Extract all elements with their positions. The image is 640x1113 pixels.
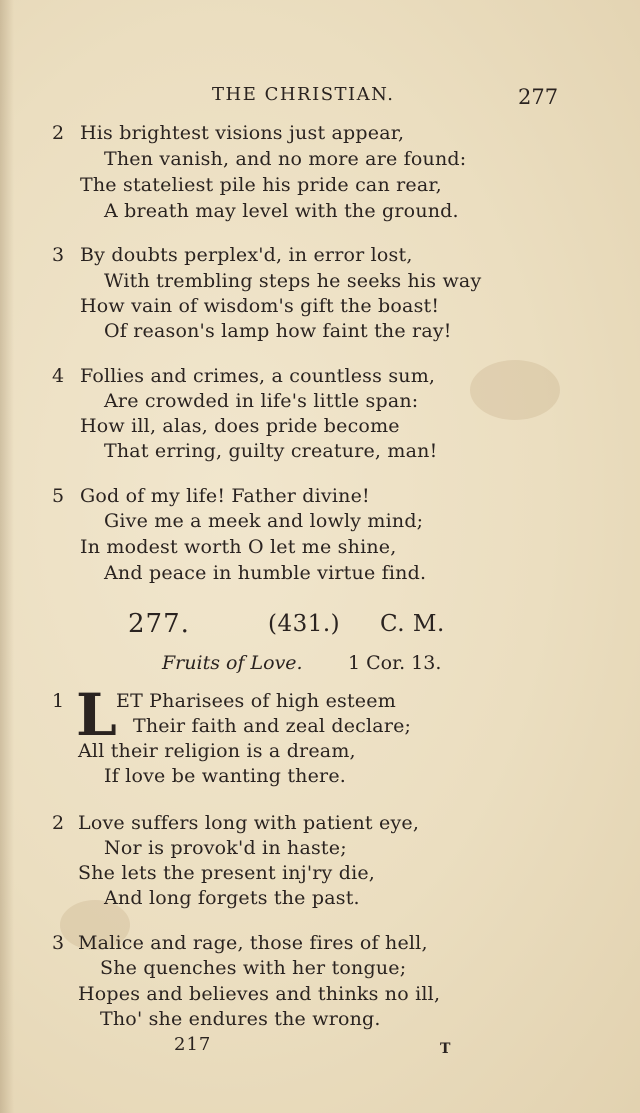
- scripture-reference: 1 Cor. 13.: [348, 652, 442, 674]
- verse-line: She quenches with her tongue;: [100, 957, 407, 979]
- running-header-title: THE CHRISTIAN.: [212, 84, 395, 105]
- verse-line: Malice and rage, those fires of hell,: [78, 932, 428, 954]
- verse-line: In modest worth O let me shine,: [80, 536, 397, 558]
- verse-line: That erring, guilty creature, man!: [104, 440, 438, 462]
- verse-line: How vain of wisdom's gift the boast!: [80, 295, 440, 317]
- verse-line: Tho' she endures the wrong.: [100, 1008, 381, 1030]
- verse-line: All their religion is a dream,: [78, 740, 356, 762]
- hymn-alt-number: (431.): [268, 611, 341, 637]
- stanza-number: 3: [52, 932, 65, 954]
- stanza-number: 3: [52, 244, 65, 266]
- verse-line: ET Pharisees of high esteem: [116, 690, 396, 712]
- signature-mark: T: [440, 1041, 451, 1057]
- footer-page-code: 217: [174, 1034, 212, 1055]
- hymn-meter: C. M.: [380, 611, 445, 637]
- verse-line: The stateliest pile his pride can rear,: [80, 174, 442, 196]
- verse-line: His brightest visions just appear,: [80, 122, 405, 144]
- page-number: 277: [518, 85, 559, 109]
- hymn-subtitle: [162, 652, 303, 674]
- verse-line: How ill, alas, does pride become: [80, 415, 400, 437]
- verse-line: Their faith and zeal declare;: [133, 715, 412, 737]
- verse-line: If love be wanting there.: [104, 765, 347, 787]
- verse-line: With trembling steps he seeks his way: [104, 270, 482, 292]
- verse-line: Follies and crimes, a countless sum,: [80, 365, 436, 387]
- stanza-number: 2: [52, 122, 65, 144]
- verse-line: Of reason's lamp how faint the ray!: [104, 320, 452, 342]
- stanza-number: 2: [52, 812, 65, 834]
- verse-line: Then vanish, and no more are found:: [104, 148, 467, 170]
- hymn-title: Fruits of Love.: [162, 652, 303, 674]
- verse-line: By doubts perplex'd, in error lost,: [80, 244, 413, 266]
- drop-cap: L: [76, 681, 117, 749]
- verse-line: Are crowded in life's little span:: [104, 390, 419, 412]
- hymn-number: 277.: [128, 609, 190, 639]
- verse-line: And peace in humble virtue find.: [104, 562, 427, 584]
- verse-line: Nor is provok'd in haste;: [104, 837, 347, 859]
- verse-line: Hopes and believes and thinks no ill,: [78, 983, 441, 1005]
- verse-line: She lets the present inj'ry die,: [78, 862, 376, 884]
- stanza-number: 1: [52, 690, 65, 712]
- verse-line: Give me a meek and lowly mind;: [104, 510, 424, 532]
- verse-line: Love suffers long with patient eye,: [78, 812, 420, 834]
- paper-stain: [470, 360, 560, 420]
- page-edge-shadow: [0, 0, 14, 1113]
- stanza-number: 5: [52, 485, 65, 507]
- stanza-number: 4: [52, 365, 65, 387]
- verse-line: God of my life! Father divine!: [80, 485, 370, 507]
- verse-line: A breath may level with the ground.: [104, 200, 459, 222]
- verse-line: And long forgets the past.: [104, 887, 360, 909]
